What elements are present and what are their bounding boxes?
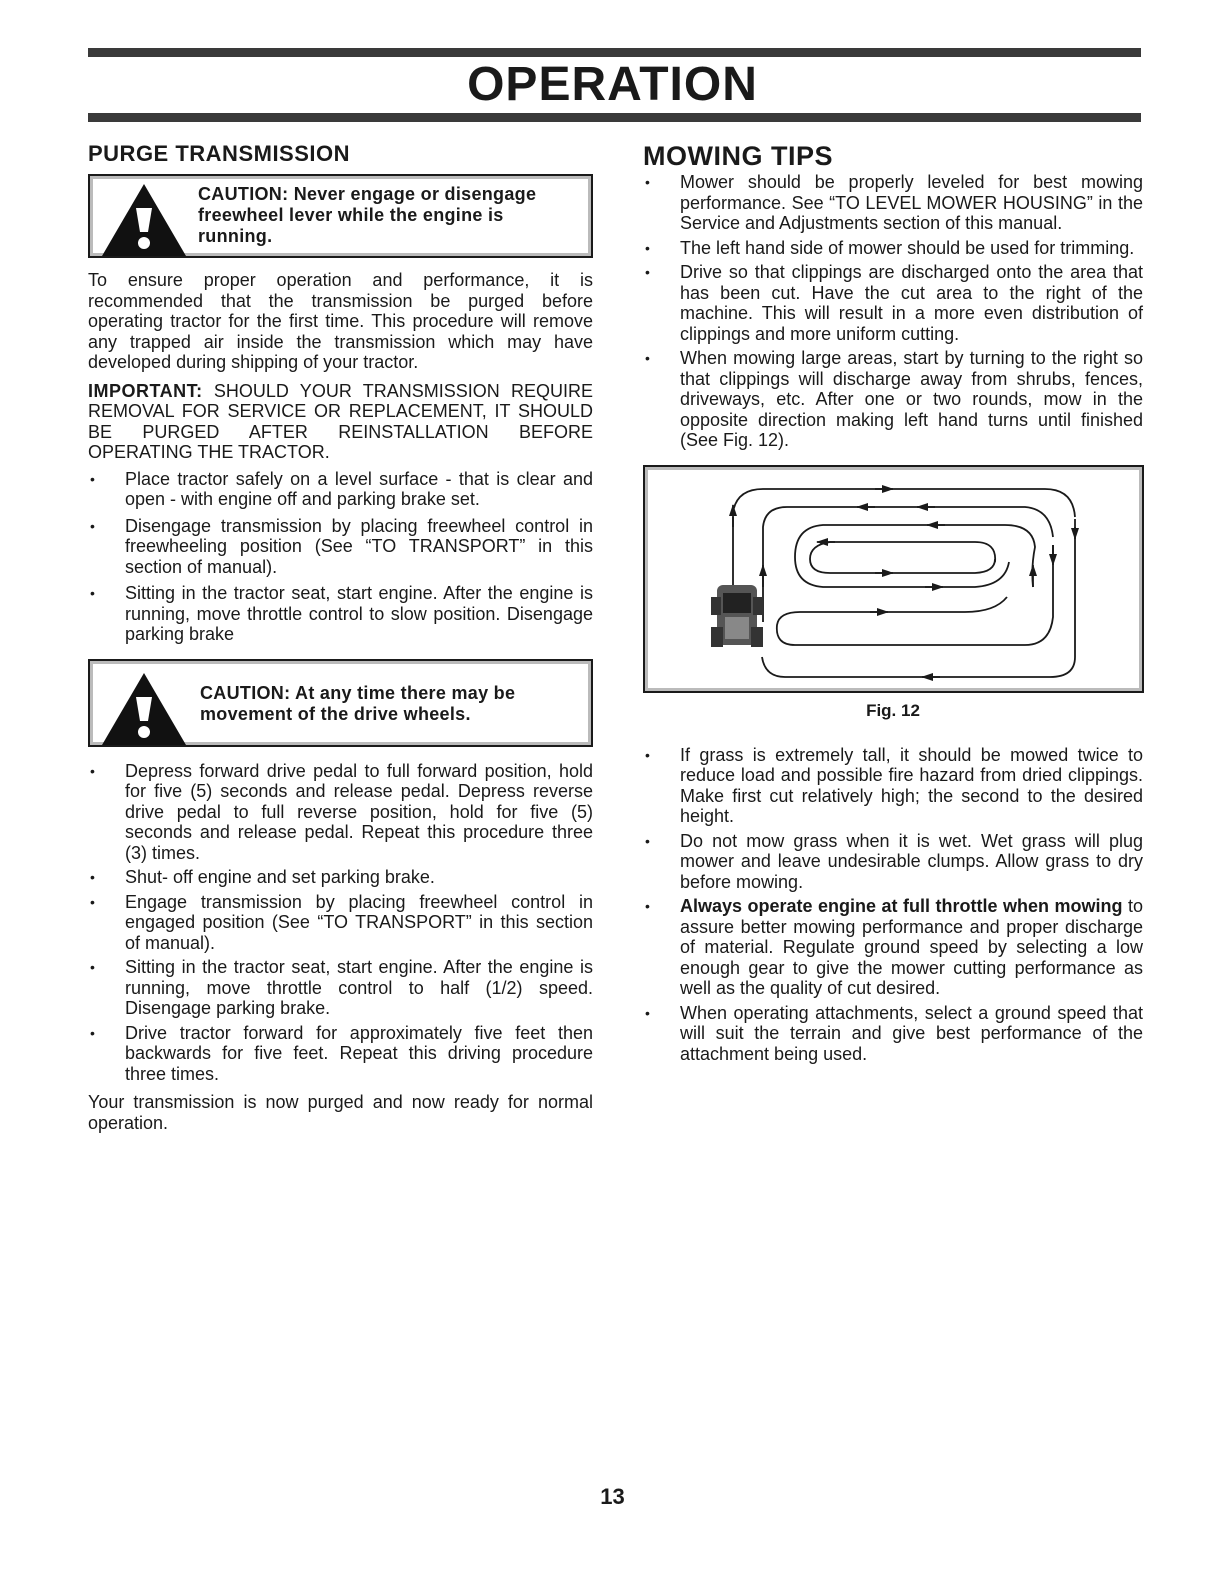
- figure-caption: Fig. 12: [866, 700, 920, 720]
- caution-box-freewheel: [88, 174, 593, 258]
- list-item: • Place tractor safely on a level surface - that is clear and open - with engine off and parking brake set.: [90, 468, 593, 509]
- tractor-icon: [711, 585, 763, 647]
- important-label: IMPORTANT:: [88, 380, 203, 401]
- mowing-tips-list-1: [643, 172, 1143, 451]
- list-item: • Mower should be properly leveled for best mowing performance. See “TO LEVEL MOWER HOUSING” in the Service and Adjustments section of this manual.: [645, 172, 1143, 233]
- list-item: • Engage transmission by placing freewheel control in engaged position (See “TO TRANSPORT” in this section of manual).: [90, 891, 593, 953]
- list-item: • Sitting in the tractor seat, start engine. After the engine is running, move throttle control to slow position. Disengage parking brake: [90, 583, 593, 644]
- purge-steps-list-2: [88, 761, 593, 1085]
- important-note: [88, 381, 593, 463]
- purge-closing: Your transmission is now purged and now ready for normal operation.: [88, 1092, 593, 1133]
- list-item: • When operating attachments, select a ground speed that will suit the terrain and give best performance of the attachment being used.: [645, 1002, 1143, 1064]
- caution-box-drive-wheels: [88, 659, 593, 747]
- list-item: • When mowing large areas, start by turning to the right so that clippings will discharge away from shrubs, fences, driveways, etc. After one or two rounds, mow in the opposite direction making left hand turns until finished (See Fig. 12).: [645, 348, 1143, 450]
- warning-triangle-icon: [98, 669, 190, 745]
- list-item: • Drive so that clippings are discharged onto the area that has been cut. Have the cut area to the right of the machine. This will result in a more even distribution of clippings and more uniform cutting.: [645, 262, 1143, 344]
- list-item: • Always operate engine at full throttle when mowing to assure better mowing performance and proper discharge of material. Regulate ground speed by selecting a low enough gear to give the mower cutting performance as well as the quality of cut desired.: [645, 896, 1143, 998]
- figure-12-box: [643, 465, 1144, 693]
- caution-text-freewheel: CAUTION: Never engage or disengage freewheel lever while the engine is running.: [198, 184, 537, 246]
- mowing-tips-list-2: [643, 745, 1143, 1065]
- purge-transmission-title: PURGE TRANSMISSION: [88, 141, 351, 166]
- list-item: • Shut- off engine and set parking brake.: [90, 867, 435, 887]
- warning-triangle-icon: [98, 180, 190, 256]
- purge-steps-list-1: [88, 469, 593, 645]
- purge-intro: To ensure proper operation and performance, it is recommended that the transmission be purged before operating tractor for the first time. This procedure will remove any trapped air inside the transmission which may have developed during shipping of your tractor.: [88, 270, 593, 372]
- page-number: 13: [600, 1484, 625, 1509]
- list-item: • Drive tractor forward for approximately five feet then backwards for five feet. Repeat this driving procedure three times.: [90, 1022, 593, 1084]
- list-item: • Disengage transmission by placing freewheel control in freewheeling position (See “TO TRANSPORT” in this section of manual).: [90, 515, 593, 577]
- list-item: • If grass is extremely tall, it should be mowed twice to reduce load and possible fire hazard from dried clippings. Make first cut relatively high; the second to the desired height.: [645, 744, 1143, 826]
- important-text: SHOULD YOUR TRANSMISSION REQUIRE REMOVAL FOR SERVICE OR REPLACEMENT, IT SHOULD BE PURGED AFTER REINSTALLATION BEFORE OPERATING THE TRACTOR.: [88, 380, 593, 462]
- page-title: OPERATION: [467, 58, 758, 111]
- right-column: [643, 140, 1143, 1064]
- list-item: • Do not mow grass when it is wet. Wet grass will plug mower and leave undesirable clumps. Allow grass to dry before mowing.: [645, 830, 1143, 892]
- header-rule-top: [88, 48, 1141, 57]
- left-column: [88, 140, 593, 1133]
- caution-text-drive-wheels: CAUTION: At any time there may be movement of the drive wheels.: [200, 682, 516, 724]
- list-item: • Depress forward drive pedal to full forward position, hold for five (5) seconds and release pedal. Depress reverse drive pedal to full reverse position, hold for five (5) seconds and release pedal. Repeat this procedure three (3) times.: [90, 760, 593, 863]
- header-rule-bottom: [88, 113, 1141, 122]
- list-item: • The left hand side of mower should be used for trimming.: [645, 237, 1135, 258]
- mowing-pattern-diagram: [645, 467, 1142, 691]
- list-item: • Sitting in the tractor seat, start engine. After the engine is running, move throttle control to half (1/2) speed. Disengage parking brake.: [90, 957, 593, 1018]
- mowing-tips-title: MOWING TIPS: [643, 141, 833, 171]
